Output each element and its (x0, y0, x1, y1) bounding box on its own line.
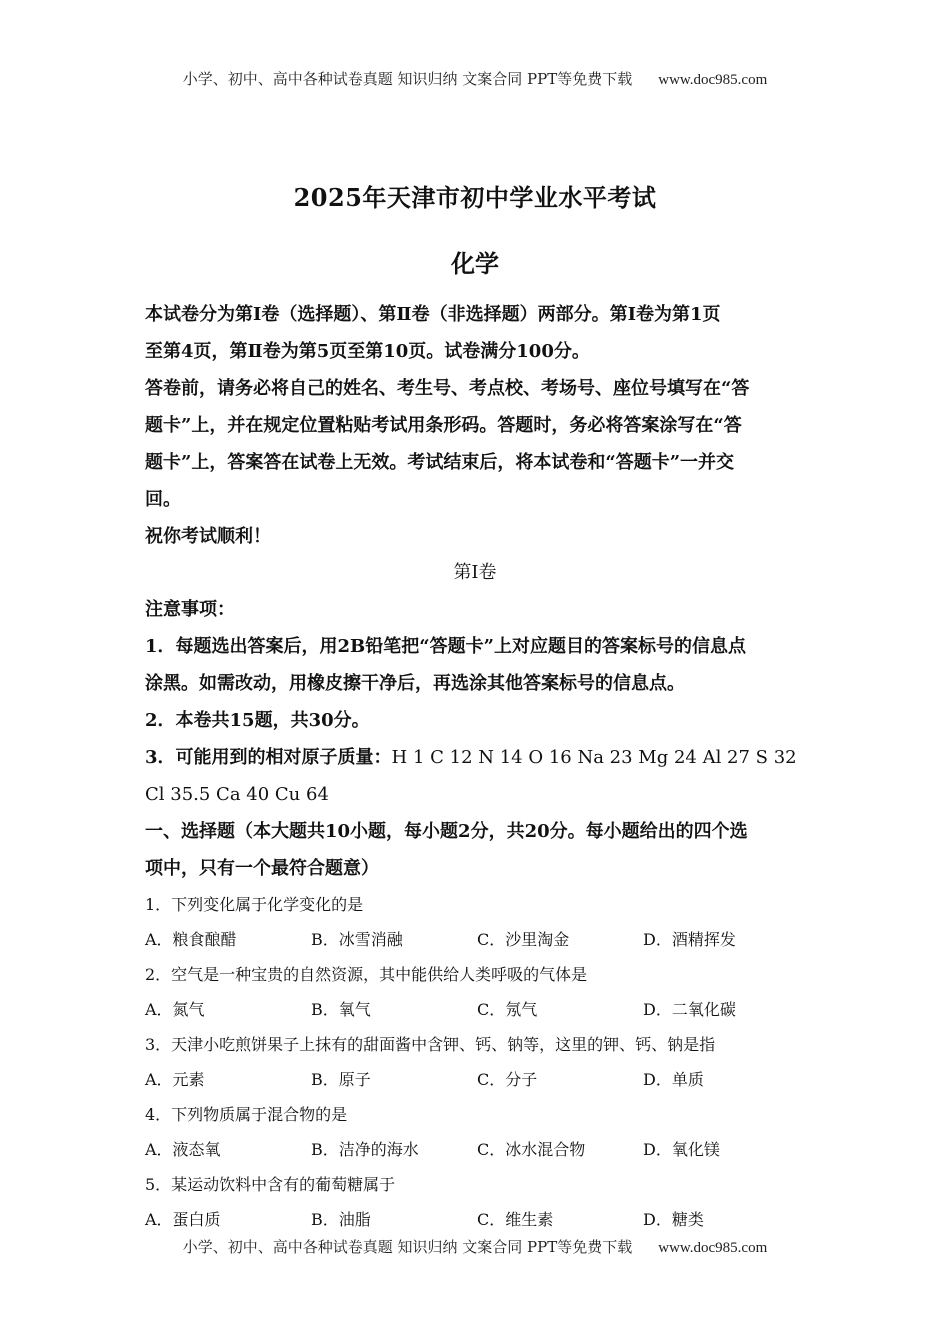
intro-line: 题卡”上，答案答在试卷上无效。考试结束后，将本试卷和“答题卡”一并交 (145, 452, 735, 473)
page-footer (0, 1236, 950, 1257)
option: A．粮食酿醋 (145, 930, 237, 949)
option-row (145, 992, 805, 1027)
option: D．氧化镁 (643, 1140, 720, 1159)
option: B．氧气 (311, 1000, 371, 1019)
question-stem: 1．下列变化属于化学变化的是 (145, 895, 364, 914)
option-row (145, 1202, 805, 1237)
option: C．分子 (477, 1070, 538, 1089)
option: D．二氧化碳 (643, 1000, 736, 1019)
question-list (145, 887, 805, 1237)
option: A．元素 (145, 1070, 205, 1089)
intro-line: 回。 (145, 489, 181, 510)
exam-content (145, 296, 805, 1237)
intro-line: 答卷前，请务必将自己的姓名、考生号、考点校、考场号、座位号填写在“答 (145, 378, 750, 399)
notice-item: 2．本卷共15题，共30分。 (145, 710, 370, 731)
option: C．维生素 (477, 1210, 554, 1229)
part-heading: 项中，只有一个最符合题意） (145, 858, 379, 879)
header-site-link[interactable]: www.doc985.com (658, 72, 768, 88)
question-stem: 2．空气是一种宝贵的自然资源，其中能供给人类呼吸的气体是 (145, 965, 588, 984)
option-row (145, 1132, 805, 1167)
option: B．洁净的海水 (311, 1140, 419, 1159)
option: D．酒精挥发 (643, 930, 736, 949)
page-header (0, 68, 950, 89)
atomic-mass-values: H 1 C 12 N 14 O 16 Na 23 Mg 24 Al 27 S 32 (391, 747, 797, 768)
footer-site-link[interactable]: www.doc985.com (658, 1240, 768, 1256)
part-heading: 一、选择题（本大题共10小题，每小题2分，共20分。每小题给出的四个选 (145, 821, 748, 842)
exam-subject: 化学 (451, 249, 499, 278)
notice-item: 涂黑。如需改动，用橡皮擦干净后，再选涂其他答案标号的信息点。 (145, 673, 685, 694)
question-stem: 4．下列物质属于混合物的是 (145, 1105, 348, 1124)
footer-text: 小学、初中、高中各种试卷真题 知识归纳 文案合同 PPT等免费下载 (182, 1238, 633, 1256)
option: D．单质 (643, 1070, 704, 1089)
atomic-mass-values: Cl 35.5 Ca 40 Cu 64 (145, 784, 329, 805)
section-title: 第Ⅰ卷 (453, 562, 497, 583)
option-row (145, 1062, 805, 1097)
wish-text: 祝你考试顺利！ (145, 526, 271, 547)
option: A．氮气 (145, 1000, 205, 1019)
option: A．蛋白质 (145, 1210, 221, 1229)
option: C．沙里淘金 (477, 930, 570, 949)
notice-item: 1．每题选出答案后，用2B铅笔把“答题卡”上对应题目的答案标号的信息点 (145, 636, 746, 657)
option: B．原子 (311, 1070, 371, 1089)
option: D．糖类 (643, 1210, 704, 1229)
intro-line: 题卡”上，并在规定位置粘贴考试用条形码。答题时，务必将答案涂写在“答 (145, 415, 742, 436)
atomic-mass-label: 3．可能用到的相对原子质量： (145, 747, 392, 768)
option-row (145, 922, 805, 957)
option: B．冰雪消融 (311, 930, 403, 949)
notice-heading: 注意事项： (145, 599, 235, 620)
option: C．氖气 (477, 1000, 538, 1019)
notice-item (145, 739, 805, 776)
intro-line: 本试卷分为第Ⅰ卷（选择题）、第Ⅱ卷（非选择题）两部分。第Ⅰ卷为第1页 (145, 304, 721, 325)
exam-title: 2025年天津市初中学业水平考试 (293, 183, 657, 212)
header-text: 小学、初中、高中各种试卷真题 知识归纳 文案合同 PPT等免费下载 (182, 70, 633, 88)
intro-line: 至第4页，第Ⅱ卷为第5页至第10页。试卷满分100分。 (145, 341, 590, 362)
option: C．冰水混合物 (477, 1140, 586, 1159)
question-stem: 5．某运动饮料中含有的葡萄糖属于 (145, 1175, 396, 1194)
option: A．液态氧 (145, 1140, 221, 1159)
option: B．油脂 (311, 1210, 371, 1229)
question-stem: 3．天津小吃煎饼果子上抹有的甜面酱中含钾、钙、钠等，这里的钾、钙、钠是指 (145, 1035, 716, 1054)
